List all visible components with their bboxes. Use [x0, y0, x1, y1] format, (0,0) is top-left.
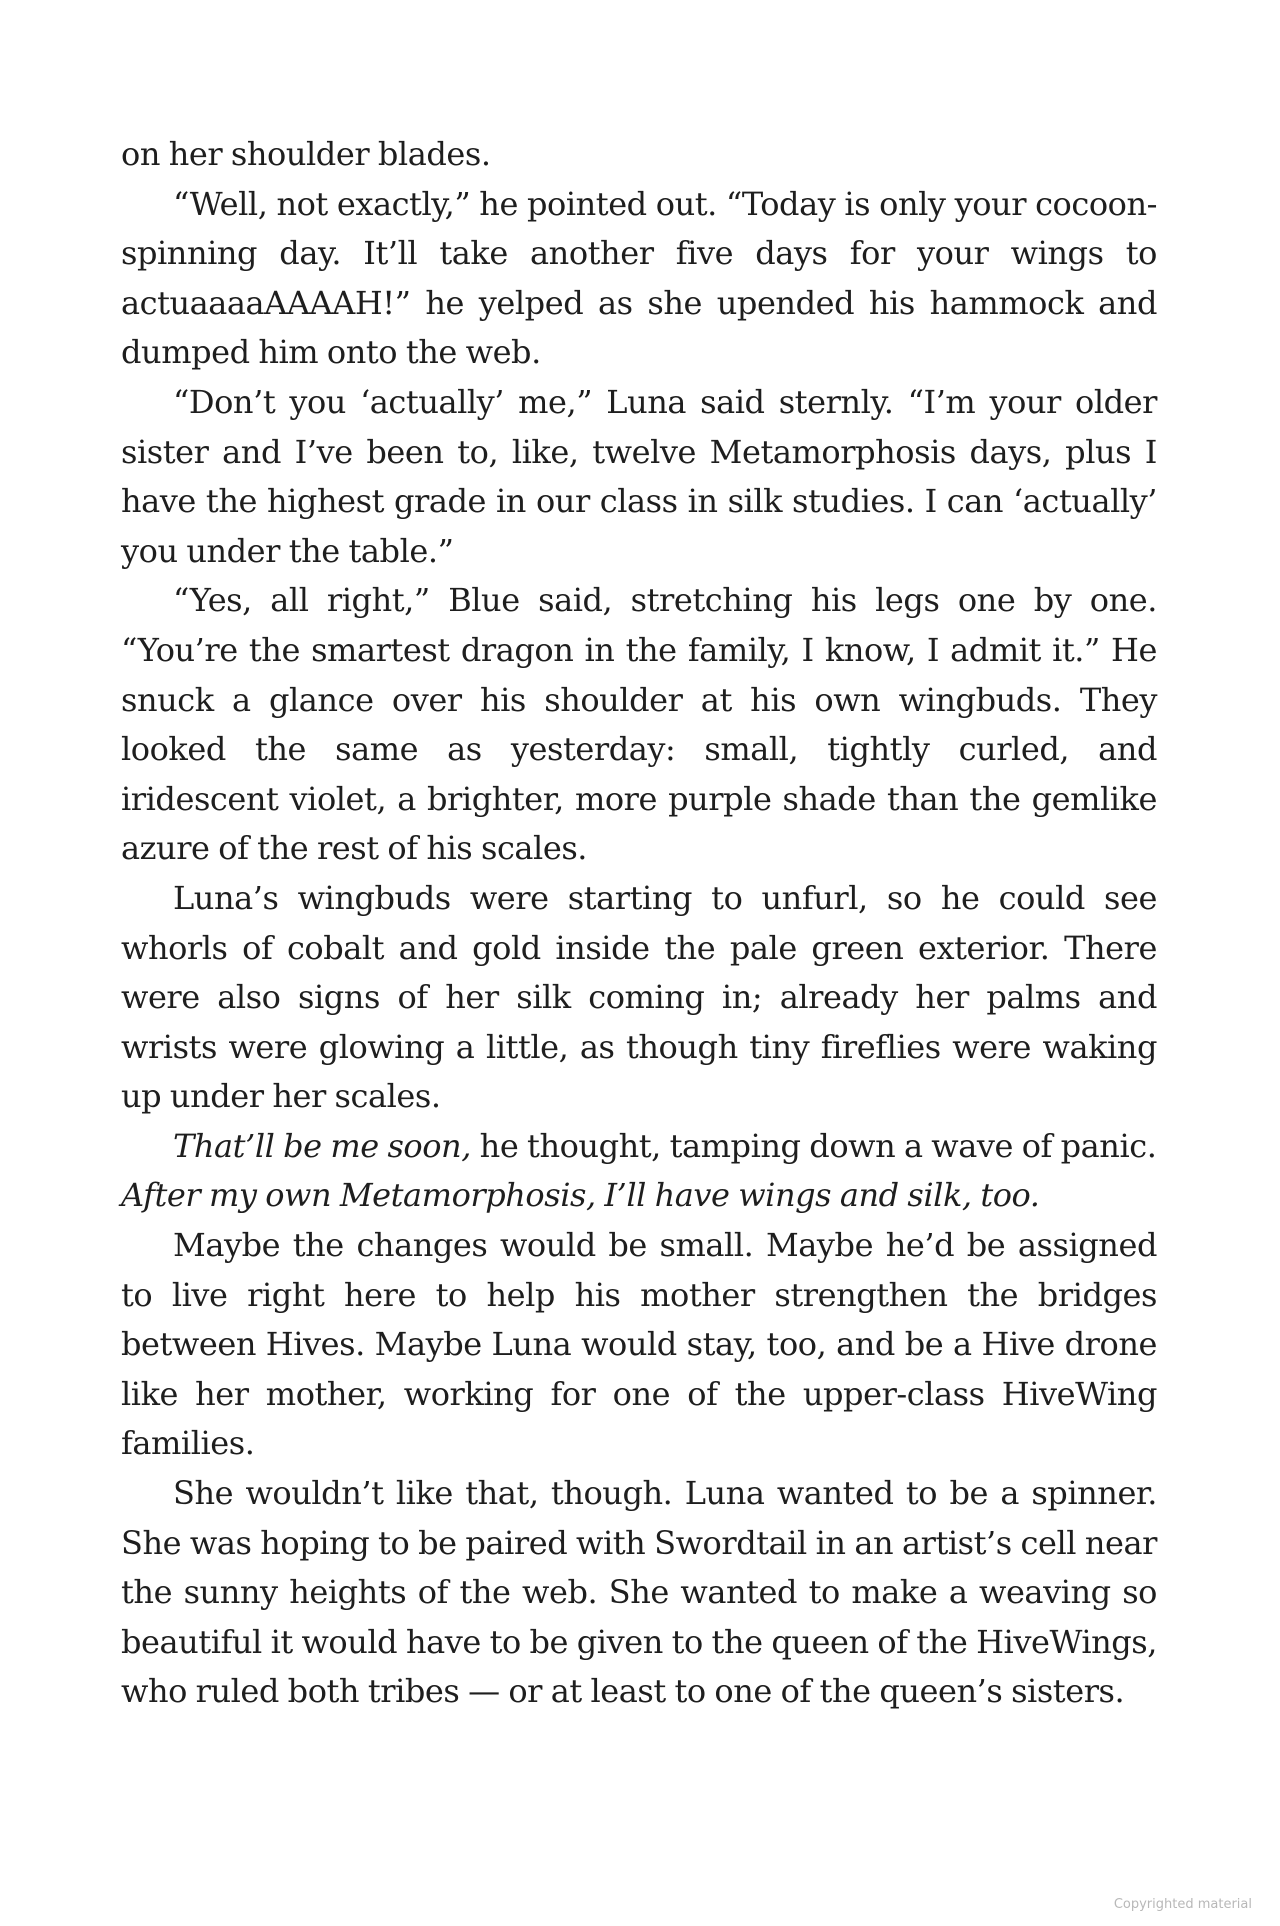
copyright-watermark: Copyrighted material	[1113, 1897, 1252, 1912]
paragraph-6	[121, 1122, 1157, 1172]
paragraph-6-text: he thought, tamping down a wave of panic.	[470, 1126, 1157, 1165]
paragraph-3: “Don’t you ‘actually’ me,” Luna said sternly. “I’m your older sister and I’ve been to, like, twelve Metamorphosis days, plus I have the highest grade in our class in silk studies. I can ‘actually’ you under the table.”	[121, 382, 1157, 570]
paragraph-6-continuation: After my own Metamorphosis, I’ll have wings and silk, too.	[121, 1176, 1040, 1215]
paragraph-1: on her shoulder blades.	[121, 135, 491, 173]
paragraph-8: She wouldn’t like that, though. Luna wanted to be a spinner. She was hoping to be paired with Swordtail in an artist’s cell near the sunny heights of the web. She wanted to make a weaving so beautiful it would have to be given to the queen of the HiveWings, who ruled both tribes — or at least to one of the queen’s sisters.	[121, 1474, 1157, 1711]
paragraph-2: “Well, not exactly,” he pointed out. “Today is only your cocoon-spinning day. It’ll take another five days for your wings to actuaaaaAAAAH!” he yelped as she upended his hammock and dumped him onto the web.	[121, 184, 1157, 372]
paragraph-4: “Yes, all right,” Blue said, stretching his legs one by one. “You’re the smartest dragon in the family, I know, I admit it.” He snuck a glance over his shoulder at his own wingbuds. They looked the same as yesterday: small, tightly curled, and iridescent violet, a brighter, more purple shade than the gemlike azure of the rest of his scales.	[121, 581, 1157, 868]
paragraph-6-italic-thought: That’ll be me soon,	[173, 1126, 471, 1165]
paragraph-5: Luna’s wingbuds were starting to unfurl, so he could see whorls of cobalt and gold inside the pale green exterior. There were also signs of her silk coming in; already her palms and wrists were glowing a little, as though tiny fireflies were waking up under her scales.	[121, 878, 1157, 1116]
paragraph-7: Maybe the changes would be small. Maybe he’d be assigned to live right here to help his mother strengthen the bridges between Hives. Maybe Luna would stay, too, and be a Hive drone like her mother, working for one of the upper-class HiveWing families.	[121, 1226, 1157, 1463]
book-page	[121, 130, 1157, 1717]
